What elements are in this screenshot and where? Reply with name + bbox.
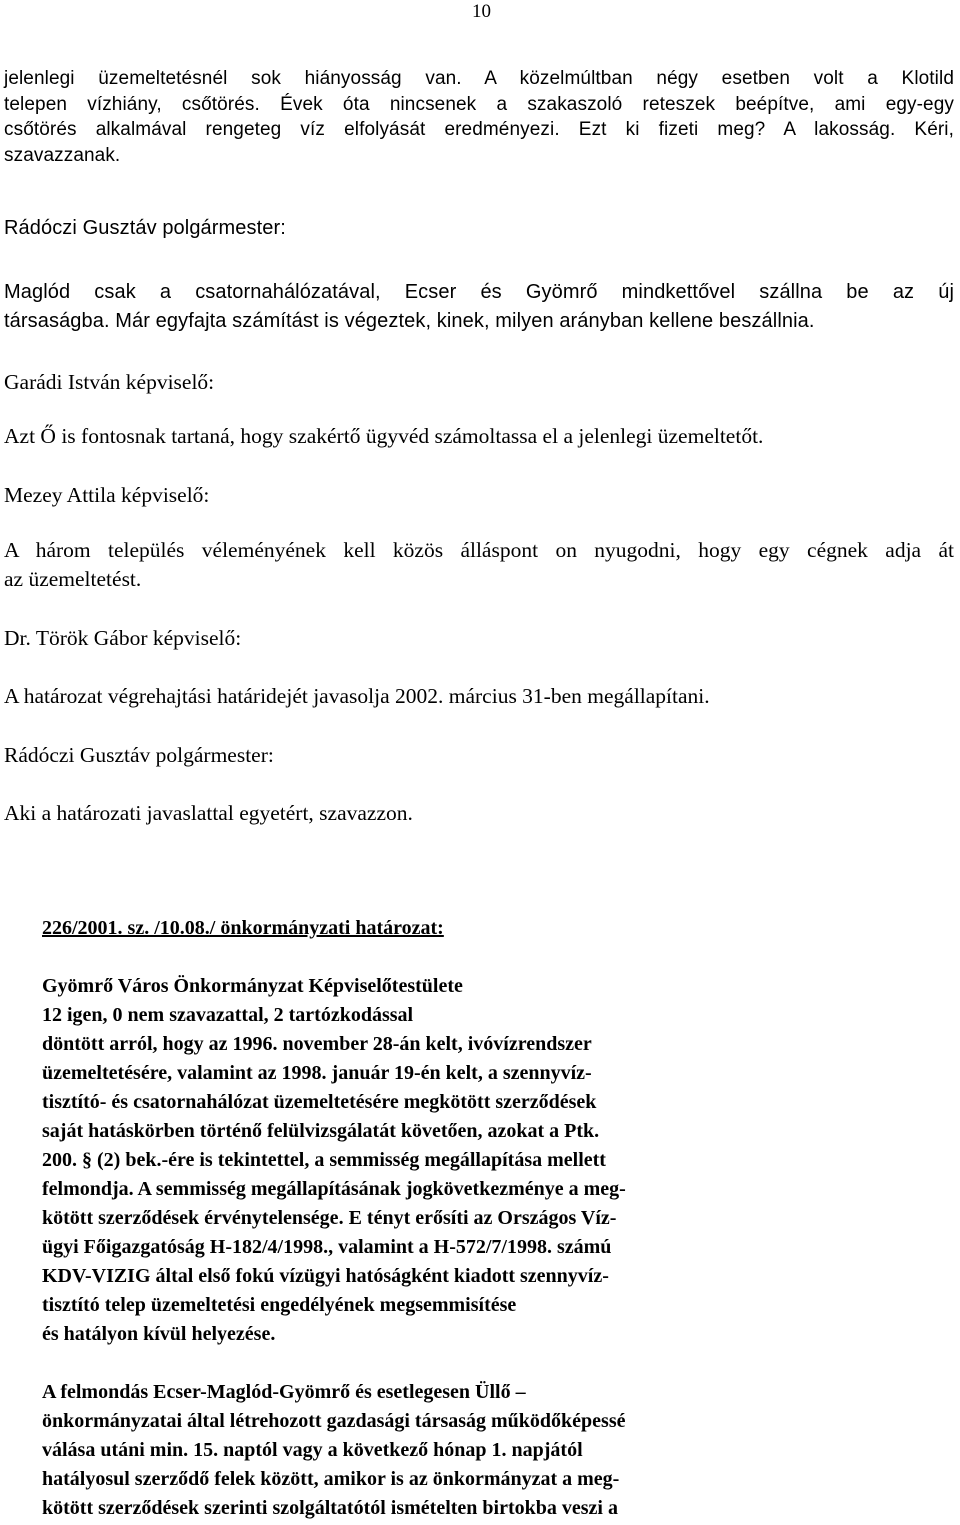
intro-paragraph xyxy=(4,66,954,168)
speech-paragraph xyxy=(4,799,954,828)
speaker-entry xyxy=(4,216,954,242)
speaker-name: Mezey Attila képviselő: xyxy=(4,483,210,507)
intro-line: jelenlegi üzemeltetésnél sok hiányosság van. A közelmúltban négy esetben volt a Klotild xyxy=(4,68,954,89)
speaker-entry xyxy=(4,741,954,770)
speaker-name: Dr. Török Gábor képviselő: xyxy=(4,626,242,650)
resolution-line: kötött szerződések szerinti szolgáltatótól ismételten birtokba veszi a xyxy=(42,1497,618,1519)
speech-line: társaságba. Már egyfajta számítást is végeztek, kinek, milyen arányban kellene beszállnia. xyxy=(4,310,815,332)
speech-line: az üzemeltetést. xyxy=(4,567,142,591)
resolution-line: önkormányzatai által létrehozott gazdasági társaság működőképessé xyxy=(42,1410,626,1432)
resolution-line: KDV-VIZIG által első fokú vízügyi hatóságként kiadott szennyvíz- xyxy=(42,1265,609,1287)
speaker-entry xyxy=(4,481,954,510)
resolution-body xyxy=(42,972,802,1349)
speech-line: A három település véleményének kell közös álláspont on nyugodni, hogy egy cégnek adja át xyxy=(4,538,954,562)
resolution-line: hatályosul szerződő felek között, amikor is az önkormányzat a meg- xyxy=(42,1468,620,1490)
intro-line: csőtörés alkalmával rengeteg víz elfolyását eredményezi. Ezt ki fizeti meg? A lakosság. Kéri, xyxy=(4,119,954,141)
intro-line: szavazzanak. xyxy=(4,144,121,166)
resolution-line: Gyömrő Város Önkormányzat Képviselőtestülete xyxy=(42,975,463,997)
speaker-name: Rádóczi Gusztáv polgármester: xyxy=(4,743,274,767)
speech-paragraph xyxy=(4,536,954,594)
resolution-line: saját hatáskörben történő felülvizsgálatát követően, azokat a Ptk. xyxy=(42,1120,600,1142)
resolution-line: és hatályon kívül helyezése. xyxy=(42,1323,276,1345)
resolution-heading: 226/2001. sz. /10.08./ önkormányzati határozat: xyxy=(42,917,444,939)
speech-line: Aki a határozati javaslattal egyetért, szavazzon. xyxy=(4,801,413,825)
speaker-entry xyxy=(4,368,954,397)
resolution-paragraph-2 xyxy=(42,1378,802,1523)
page-number: 10 xyxy=(472,1,491,22)
speech-line: A határozat végrehajtási határidejét javasolja 2002. március 31-ben megállapítani. xyxy=(4,684,710,708)
resolution-line: 200. § (2) bek.-ére is tekintettel, a semmisség megállapítása mellett xyxy=(42,1149,606,1171)
speech-paragraph xyxy=(4,422,954,451)
resolution-line: kötött szerződések érvénytelensége. E tényt erősíti az Országos Víz- xyxy=(42,1207,617,1229)
resolution-line: 12 igen, 0 nem szavazattal, 2 tartózkodással xyxy=(42,1004,414,1026)
intro-line: telepen vízhiány, csőtörés. Évek óta nincsenek a szakaszoló reteszek beépítve, ami egy-egy xyxy=(4,93,954,115)
resolution-line: döntött arról, hogy az 1996. november 28-án kelt, ivóvízrendszer xyxy=(42,1033,592,1055)
resolution-line: tisztító telep üzemeltetési engedélyének megsemmisítése xyxy=(42,1294,517,1316)
resolution-line: válása utáni min. 15. naptól vagy a következő hónap 1. napjától xyxy=(42,1439,583,1461)
resolution-line: ügyi Főigazgatóság H-182/4/1998., valamint a H-572/7/1998. számú xyxy=(42,1236,612,1258)
speech-line: Maglód csak a csatornahálózatával, Ecser és Gyömrő mindkettővel szállna be az új xyxy=(4,281,954,303)
speaker-entry xyxy=(4,624,954,653)
speech-paragraph xyxy=(4,278,954,336)
resolution-line: felmondja. A semmisség megállapításának jogkövetkezménye a meg- xyxy=(42,1178,626,1200)
speaker-name: Rádóczi Gusztáv polgármester: xyxy=(4,217,286,239)
speaker-name: Garádi István képviselő: xyxy=(4,370,215,394)
resolution-line: tisztító- és csatornahálózat üzemeltetésére megkötött szerződések xyxy=(42,1091,597,1113)
resolution-line: A felmondás Ecser-Maglód-Gyömrő és esetlegesen Üllő – xyxy=(42,1381,526,1403)
resolution-line: üzemeltetésére, valamint az 1998. január 19-én kelt, a szennyvíz- xyxy=(42,1062,592,1084)
speech-line: Azt Ő is fontosnak tartaná, hogy szakértő ügyvéd számoltassa el a jelenlegi üzemeltetőt. xyxy=(4,424,764,448)
speech-paragraph xyxy=(4,682,954,711)
